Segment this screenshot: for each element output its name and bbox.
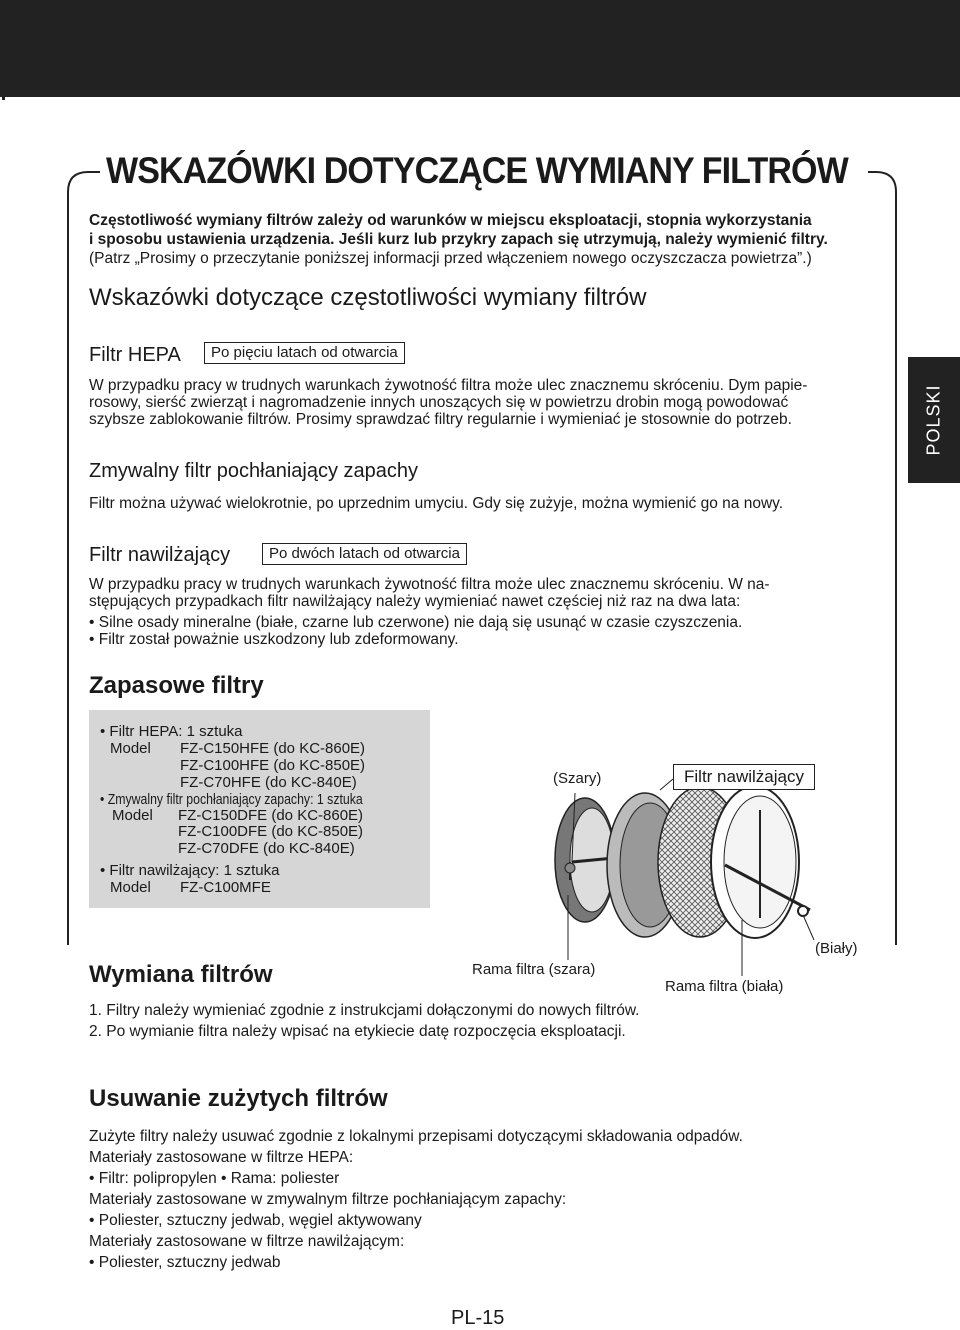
odor-filter-title: Zmywalny filtr pochłaniający zapachy bbox=[89, 460, 419, 482]
intro-bold-line-1: Częstotliwość wymiany filtrów zależy od warunków w miejscu eksploatacji, stopnia wykorzystania bbox=[89, 212, 812, 229]
frequency-heading: Wskazówki dotyczące częstotliwości wymiany filtrów bbox=[89, 284, 647, 311]
humid-bullet-1: • Silne osady mineralne (białe, czarne lub czerwone) nie dają się usunąć w czasie czyszczenia. bbox=[89, 614, 743, 631]
spare-filters-heading: Zapasowe filtry bbox=[89, 672, 264, 699]
label-white: (Biały) bbox=[815, 940, 858, 957]
hepa-text-line-2: rosowy, sierść zwierząt i nagromadzenie innych unoszących się w powietrzu drobin mogą powodować bbox=[89, 394, 789, 411]
label-frame-white: Rama filtra (biała) bbox=[665, 978, 784, 995]
hepa-interval-box: Po pięciu latach od otwarcia bbox=[204, 342, 405, 364]
replacement-step-2: 2. Po wymianie filtra należy wpisać na etykiecie datę rozpoczęcia eksploatacji. bbox=[89, 1023, 626, 1040]
disposal-line: Materiały zastosowane w filtrze HEPA: bbox=[89, 1149, 354, 1166]
disposal-line: • Poliester, sztuczny jedwab bbox=[89, 1254, 281, 1271]
odor-filter-text: Filtr można używać wielokrotnie, po uprzednim umyciu. Gdy się zużyje, można wymienić go na nowy. bbox=[89, 495, 784, 512]
spare-line: FZ-C100DFE (do KC-850E) bbox=[178, 823, 364, 840]
disposal-line: Zużyte filtry należy usuwać zgodnie z lokalnymi przepisami dotyczącymi składowania odpadów. bbox=[89, 1128, 743, 1145]
disposal-text bbox=[89, 1126, 743, 1273]
spare-line: FZ-C150DFE (do KC-860E) bbox=[178, 807, 364, 824]
disposal-line: • Poliester, sztuczny jedwab, węgiel aktywowany bbox=[89, 1212, 422, 1229]
disposal-line: Materiały zastosowane w filtrze nawilżającym: bbox=[89, 1233, 405, 1250]
replacement-step-1: 1. Filtry należy wymieniać zgodnie z instrukcjami dołączonymi do nowych filtrów. bbox=[89, 1002, 640, 1019]
humid-bullet-2: • Filtr został poważnie uszkodzony lub zdeformowany. bbox=[89, 631, 459, 648]
spare-line: • Zmywalny filtr pochłaniający zapachy: 1 sztuka bbox=[100, 791, 363, 808]
page-number: PL-15 bbox=[451, 1307, 505, 1329]
spare-line: FZ-C100HFE (do KC-850E) bbox=[180, 757, 366, 774]
spare-line: FZ-C70HFE (do KC-840E) bbox=[180, 774, 357, 791]
disposal-heading: Usuwanie zużytych filtrów bbox=[89, 1085, 388, 1112]
humid-text-line-2: stępujących przypadkach filtr nawilżający należy wymieniać nawet częściej niż raz na dwa lata: bbox=[89, 593, 741, 610]
label-frame-gray: Rama filtra (szara) bbox=[472, 961, 596, 978]
spare-line: Model bbox=[112, 807, 153, 824]
spare-line: • Filtr nawilżający: 1 sztuka bbox=[100, 862, 280, 879]
hepa-text-line-3: szybsze zablokowanie filtrów. Prosimy sprawdzać filtry regularnie i wymieniać je stosownie do potrzeb. bbox=[89, 411, 792, 428]
label-gray: (Szary) bbox=[553, 770, 602, 787]
language-tab-label: POLSKI bbox=[923, 384, 944, 456]
spare-line: FZ-C70DFE (do KC-840E) bbox=[178, 840, 355, 857]
humid-text-line-1: W przypadku pracy w trudnych warunkach żywotność filtra może ulec znacznemu skróceniu. W na- bbox=[89, 576, 770, 593]
label-humidifier-filter: Filtr nawilżający bbox=[673, 764, 815, 790]
replacement-heading: Wymiana filtrów bbox=[89, 961, 273, 988]
spare-line: FZ-C150HFE (do KC-860E) bbox=[180, 740, 366, 757]
humidifier-filter-title: Filtr nawilżający bbox=[89, 544, 231, 566]
replacement-steps bbox=[89, 1000, 639, 1042]
spare-line: Model bbox=[110, 879, 151, 896]
intro-note: (Patrz „Prosimy o przeczytanie poniższej informacji przed włączeniem nowego oczyszczacza powietrza”.) bbox=[89, 250, 812, 267]
page-title: WSKAZÓWKI DOTYCZĄCE WYMIANY FILTRÓW bbox=[106, 150, 848, 191]
intro-bold-line-2: i sposobu ustawienia urządzenia. Jeśli kurz lub przykry zapach się utrzymują, należy wymienić filtry. bbox=[89, 231, 828, 248]
hepa-text-line-1: W przypadku pracy w trudnych warunkach żywotność filtra może ulec znacznemu skróceniu. Dym papie- bbox=[89, 377, 808, 394]
disposal-line: Materiały zastosowane w zmywalnym filtrze pochłaniającym zapachy: bbox=[89, 1191, 567, 1208]
spare-line: Model bbox=[110, 740, 151, 757]
disposal-line: • Filtr: polipropylen • Rama: poliester bbox=[89, 1170, 340, 1187]
hepa-title: Filtr HEPA bbox=[89, 344, 181, 366]
humidifier-interval-box: Po dwóch latach od otwarcia bbox=[262, 543, 467, 565]
spare-line: FZ-C100MFE bbox=[180, 879, 271, 896]
spare-line: • Filtr HEPA: 1 sztuka bbox=[100, 723, 243, 740]
